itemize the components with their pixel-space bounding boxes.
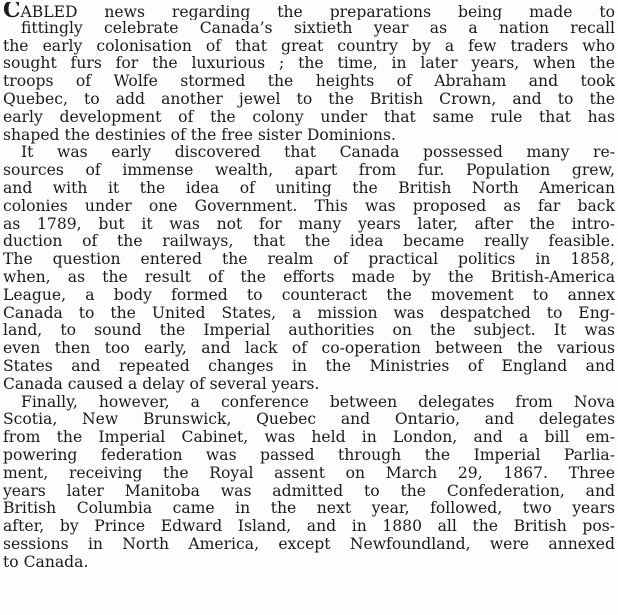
- article-line-32: to Canada.: [3, 553, 89, 571]
- article-line-16: when, as the result of the efforts made by the British-America: [3, 268, 615, 286]
- article-line-28: years later Manitoba was admitted to the Confederation, and: [3, 482, 615, 500]
- drop-cap: C: [3, 2, 21, 20]
- article-line-4: sought furs for the luxurious ; the time, in later years, when the: [3, 55, 615, 73]
- article-line-11: and with it the idea of uniting the British North American: [3, 179, 615, 197]
- article-line-3: the early colonisation of that great country by a few traders who: [3, 37, 615, 55]
- article-line-6: Quebec, to add another jewel to the British Crown, and to the: [3, 90, 615, 108]
- article-line-5: troops of Wolfe stormed the heights of Abraham and took: [3, 73, 615, 91]
- article-line-1: [3, 2, 615, 20]
- article-line-30: after, by Prince Edward Island, and in 1880 all the British pos-: [3, 518, 615, 536]
- article-line-8: shaped the destinies of the free sister Dominions.: [3, 126, 396, 144]
- article-line-26: powering federation was passed through the Imperial Parlia-: [3, 446, 615, 464]
- article-line-22: Canada caused a delay of several years.: [3, 375, 320, 393]
- article-line-25: from the Imperial Cabinet, was held in London, and a bill em-: [3, 429, 615, 447]
- article-line-17: League, a body formed to counteract the movement to annex: [3, 286, 615, 304]
- article-line-7: early development of the colony under that same rule that has: [3, 108, 615, 126]
- article-line-13: as 1789, but it was not for many years later, after the intro-: [3, 215, 615, 233]
- article-line-14: duction of the railways, that the idea became really feasible.: [3, 233, 615, 251]
- article-line-31: sessions in North America, except Newfoundland, were annexed: [3, 535, 615, 553]
- article-line-24: Scotia, New Brunswick, Quebec and Ontario, and delegates: [3, 411, 615, 429]
- article-line-18: Canada to the United States, a mission was despatched to Eng-: [3, 304, 615, 322]
- article-line-29: British Columbia came in the next year, followed, two years: [3, 500, 615, 518]
- article-line-15: The question entered the realm of practical politics in 1858,: [3, 251, 615, 269]
- article-line-2: fittingly celebrate Canada’s sixtieth year as a nation recall: [21, 19, 615, 37]
- article-line-23: Finally, however, a conference between delegates from Nova: [21, 393, 615, 411]
- article-line-12: colonies under one Government. This was proposed as far back: [3, 197, 615, 215]
- article-line-10: sources of immense wealth, apart from fur. Population grew,: [3, 162, 615, 180]
- article-line-9: It was early discovered that Canada possessed many re-: [21, 144, 615, 162]
- article-line-20: even then too early, and lack of co-operation between the various: [3, 340, 615, 358]
- article-line-19: land, to sound the Imperial authorities on the subject. It was: [3, 322, 615, 340]
- article-body: [3, 2, 615, 572]
- article-line-21: States and repeated changes in the Ministries of England and: [3, 357, 615, 375]
- article-line-27: ment, receiving the Royal assent on March 29, 1867. Three: [3, 464, 615, 482]
- article-line-1-text: ABLED news regarding the preparations being made to: [20, 3, 615, 20]
